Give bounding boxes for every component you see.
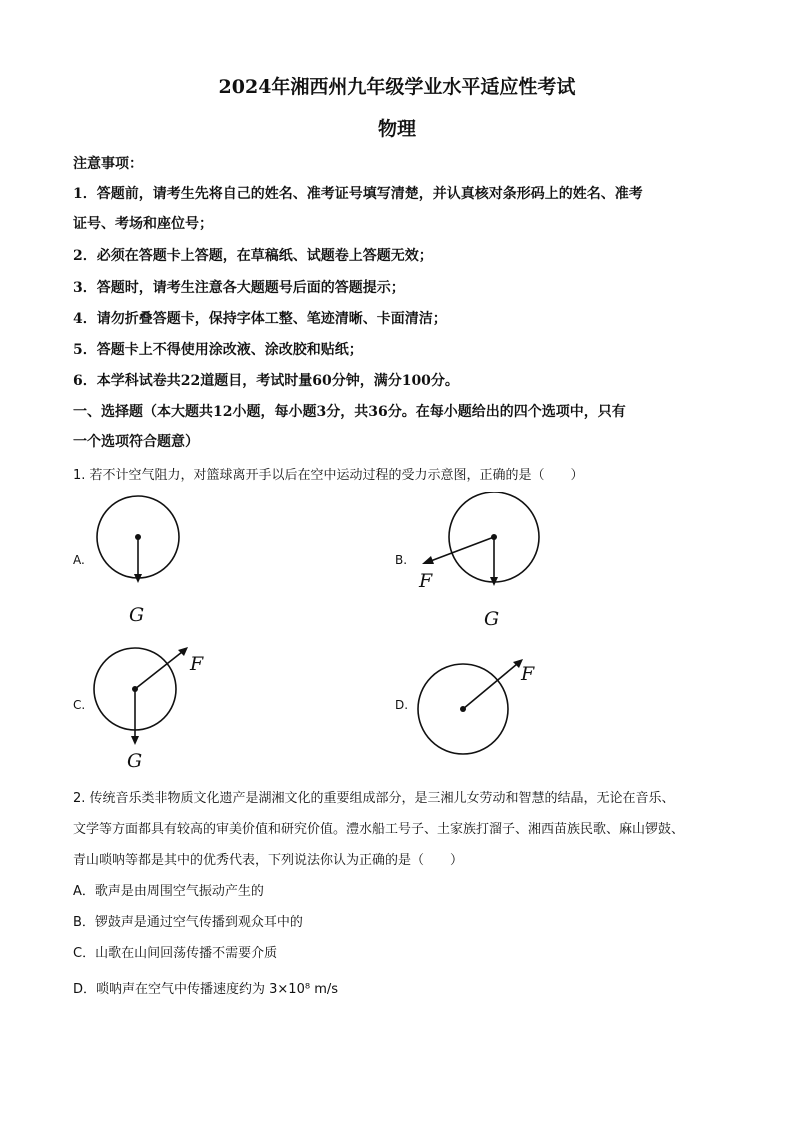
section-heading: 一、选择题（本大题共12小题，每小题3分，共36分。在每小题给出的四个选项中，只有: [73, 404, 626, 420]
gravity-label: G: [127, 750, 143, 772]
gravity-label: G: [484, 608, 500, 630]
exam-title: 2024年湘西州九年级学业水平适应性考试: [218, 76, 576, 98]
subject-title: 物理: [377, 118, 416, 140]
notes-heading: 注意事项：: [73, 156, 143, 172]
note-item: 2．必须在答题卡上答题，在草稿纸、试题卷上答题无效；: [73, 248, 433, 264]
note-item: 证号、考场和座位号；: [73, 216, 213, 232]
force-diagram-d: [415, 652, 555, 757]
force-f-label: F: [190, 653, 204, 675]
question-1-stem: 1. 若不计空气阻力，对篮球离开手以后在空中运动过程的受力示意图，正确的是（ ）: [73, 468, 584, 483]
note-item: 5．答题卡上不得使用涂改液、涂改胶和贴纸；: [73, 342, 363, 358]
note-item: 1．答题前，请考生先将自己的姓名、准考证号填写清楚，并认真核对条形码上的姓名、准考: [73, 186, 643, 202]
force-diagram-a: [90, 495, 190, 630]
question-2-option-a: A．歌声是由周围空气振动产生的: [73, 884, 264, 899]
force-diagram-b: [410, 492, 550, 634]
force-f-label: F: [419, 570, 433, 592]
note-item: 6．本学科试卷共22道题目，考试时量60分钟，满分100分。: [73, 373, 459, 389]
question-2-option-b: B．锣鼓声是通过空气传播到观众耳中的: [73, 915, 303, 930]
note-item: 4．请勿折叠答题卡，保持字体工整、笔迹清晰、卡面清洁；: [73, 311, 447, 327]
note-item: 3．答题时，请考生注意各大题题号后面的答题提示；: [73, 280, 405, 296]
question-2-stem-line: 文学等方面都具有较高的审美价值和研究价值。澧水船工号子、土家族打溜子、湘西苗族民歌、麻山锣鼓、: [73, 822, 685, 837]
force-diagram-c: [90, 645, 220, 773]
question-2-stem-line: 2. 传统音乐类非物质文化遗产是湖湘文化的重要组成部分，是三湘儿女劳动和智慧的结晶，无论在音乐、: [73, 791, 675, 806]
force-f-label: F: [521, 663, 535, 685]
gravity-label: G: [129, 604, 145, 626]
question-2-option-d: D．唢呐声在空气中传播速度约为 3×10⁸ m/s: [73, 982, 339, 997]
question-2-stem-line: 青山唢呐等都是其中的优秀代表，下列说法你认为正确的是（ ）: [73, 853, 464, 868]
option-d-label: D.: [395, 698, 409, 712]
option-c-label: C.: [73, 698, 86, 712]
question-2-option-c: C．山歌在山间回荡传播不需要介质: [73, 946, 278, 961]
section-heading-cont: 一个选项符合题意）: [73, 434, 199, 450]
option-b-label: B.: [395, 553, 408, 567]
option-a-label: A.: [73, 553, 85, 567]
